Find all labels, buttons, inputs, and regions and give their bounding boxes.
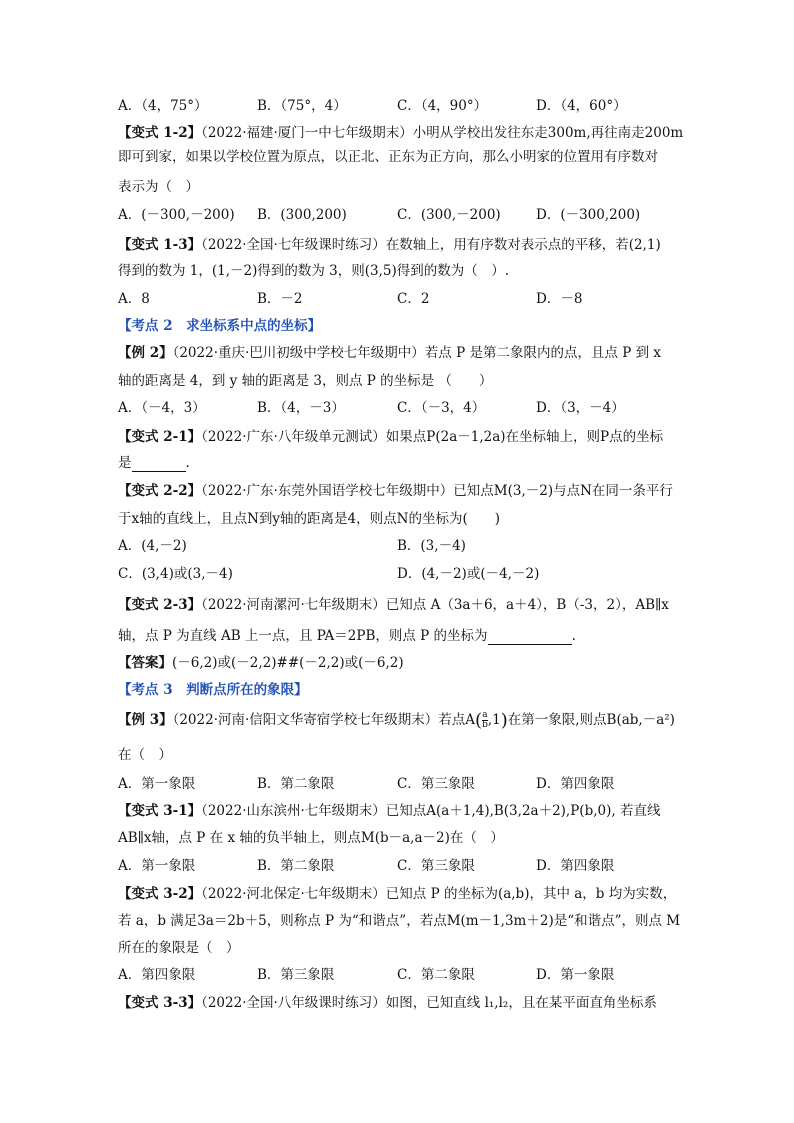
option-a: A．（－4，3） — [118, 400, 206, 416]
section-heading-k3: 【考点 3 判断点所在的象限】 — [118, 682, 308, 698]
option-c: C．(3,4)或(3,－4) — [118, 566, 233, 582]
question-text: ,1 — [487, 712, 501, 728]
question-v12-line1 — [118, 124, 683, 142]
option-a: A．第一象限 — [118, 776, 196, 792]
fraction-numerator: a — [482, 710, 488, 720]
question-ex3-line1 — [118, 711, 675, 730]
question-ex2-line2: 轴的距离是 4，到 y 轴的距离是 3，则点 P 的坐标是 （ ） — [118, 373, 493, 389]
question-ex2-line1 — [118, 344, 661, 362]
option-a: A．8 — [118, 291, 150, 307]
question-v32-line1 — [118, 885, 676, 903]
option-b: B．第三象限 — [257, 967, 335, 983]
option-b: B．第二象限 — [257, 776, 335, 792]
option-b: B．（4，－3） — [257, 400, 345, 416]
question-text: （2022·山东滨州·七年级期末）已知点A(a＋1,4),B(3,2a＋2),P(b,0), 若直线 — [201, 803, 661, 819]
question-v22-line1 — [118, 482, 673, 500]
question-v13-line1 — [118, 236, 661, 254]
option-a: A．第一象限 — [118, 858, 196, 874]
option-c: C．（－3，4） — [397, 400, 486, 416]
option-a: A．第四象限 — [118, 967, 196, 983]
question-tag: 【变式 2-1】 — [118, 429, 202, 445]
question-v12-line3: 表示为（ ） — [118, 179, 199, 195]
option-d: D．第四象限 — [536, 776, 615, 792]
question-tag: 【例 2】 — [118, 345, 173, 361]
question-text: . — [185, 455, 190, 471]
option-b: B．第二象限 — [257, 858, 335, 874]
question-v21-line2 — [118, 454, 190, 472]
question-v23-line1 — [118, 596, 669, 614]
option-b: B．(300,200) — [257, 207, 347, 223]
question-v12-line2: 即可到家，如果以学校位置为原点，以正北、正东为正方向，那么小明家的位置用有序数对 — [118, 149, 658, 165]
option-d: D．（3，－4） — [536, 400, 625, 416]
question-text: . — [571, 628, 576, 644]
question-tag: 【变式 3-3】 — [118, 995, 202, 1011]
question-v22-line2: 于x轴的直线上，且点N到y轴的距离是4，则点N的坐标为( ) — [118, 511, 500, 527]
question-text: （2022·福建·厦门一中七年级期末）小明从学校出发往东走300m,再往南走200m — [201, 125, 684, 141]
question-text: （2022·全国·八年级课时练习）如图，已知直线 l₁,l₂，且在某平面直角坐标系 — [201, 995, 657, 1011]
fraction-denominator: b — [482, 720, 488, 730]
answer-blank[interactable] — [132, 457, 186, 472]
option-c: C．(300,－200) — [397, 207, 501, 223]
question-text: （2022·广东·八年级单元测试）如果点P(2a－1,2a)在坐标轴上，则P点的坐标 — [201, 429, 664, 445]
option-d: D．（4，60°） — [536, 98, 627, 114]
option-d: D．(－300,200) — [536, 207, 641, 223]
option-c: C．（4，90°） — [397, 98, 488, 114]
question-v32-line2: 若 a，b 满足3a＝2b＋5，则称点 P 为“和谐点”，若点M(m－1,3m＋2)是“和谐点”，则点 M — [118, 913, 681, 929]
question-tag: 【变式 3-1】 — [118, 803, 202, 819]
option-a: A．(4,－2) — [118, 538, 187, 554]
question-text: （2022·广东·东莞外国语学校七年级期中）已知点M(3,－2)与点N在同一条平行 — [201, 483, 673, 499]
question-tag: 【变式 3-2】 — [118, 886, 202, 902]
question-v31-line1 — [118, 802, 660, 820]
section-heading-k2: 【考点 2 求坐标系中点的坐标】 — [118, 318, 322, 334]
option-c: C．第三象限 — [397, 858, 475, 874]
question-text: 是 — [118, 455, 132, 471]
question-text: （2022·河北保定·七年级期末）已知点 P 的坐标为(a,b)，其中 a，b 均为实数， — [201, 886, 677, 902]
option-d: D．(4,－2)或(－4,－2) — [397, 566, 540, 582]
option-b: B．（75°，4） — [257, 98, 347, 114]
answer-line — [118, 654, 404, 672]
fraction-paren: ( — [475, 709, 483, 731]
option-d: D．第四象限 — [536, 858, 615, 874]
question-tag: 【例 3】 — [118, 712, 173, 728]
question-v13-line2: 得到的数为 1，(1,－2)得到的数为 3，则(3,5)得到的数为（ ）. — [118, 263, 510, 279]
question-text: （2022·全国·七年级课时练习）在数轴上，用有序数对表示点的平移，若(2,1) — [201, 237, 661, 253]
answer-blank[interactable] — [488, 630, 572, 645]
question-v32-line3: 所在的象限是（ ） — [118, 940, 240, 956]
question-tag: 【变式 2-3】 — [118, 597, 202, 613]
question-v33-line1 — [118, 994, 657, 1012]
question-tag: 【变式 2-2】 — [118, 483, 202, 499]
option-b: B．(3,－4) — [397, 538, 466, 554]
fraction-paren: ) — [500, 709, 508, 731]
question-v31-line2: AB∥x轴，点 P 在 x 轴的负半轴上，则点M(b－a,a－2)在（ ） — [118, 830, 504, 846]
option-c: C．2 — [397, 291, 430, 307]
question-tag: 【变式 1-3】 — [118, 237, 202, 253]
question-text: （2022·重庆·巴川初级中学校七年级期中）若点 P 是第二象限内的点，且点 P 到 x — [172, 345, 662, 361]
question-v21-line1 — [118, 428, 663, 446]
option-d: D．－8 — [536, 291, 583, 307]
answer-text: (－6,2)或(－2,2)##(－2,2)或(－6,2) — [172, 655, 404, 671]
question-tag: 【变式 1-2】 — [118, 125, 202, 141]
option-b: B．－2 — [257, 291, 303, 307]
question-text: 轴，点 P 为直线 AB 上一点，且 PA＝2PB，则点 P 的坐标为 — [118, 628, 488, 644]
option-a: A．(－300,－200) — [118, 207, 235, 223]
question-v23-line2 — [118, 627, 576, 645]
option-a: A．（4，75°） — [118, 98, 208, 114]
question-ex3-line2: 在（ ） — [118, 747, 172, 763]
answer-tag: 【答案】 — [118, 655, 172, 671]
question-text: （2022·河南·信阳文华寄宿学校七年级期末）若点A — [172, 712, 476, 728]
option-c: C．第二象限 — [397, 967, 475, 983]
option-d: D．第一象限 — [536, 967, 615, 983]
option-c: C．第三象限 — [397, 776, 475, 792]
question-text: 在第一象限,则点B(ab,－a²) — [507, 712, 675, 728]
question-text: （2022·河南漯河·七年级期末）已知点 A（3a＋6，a＋4），B（-3，2），AB∥x — [201, 597, 669, 613]
